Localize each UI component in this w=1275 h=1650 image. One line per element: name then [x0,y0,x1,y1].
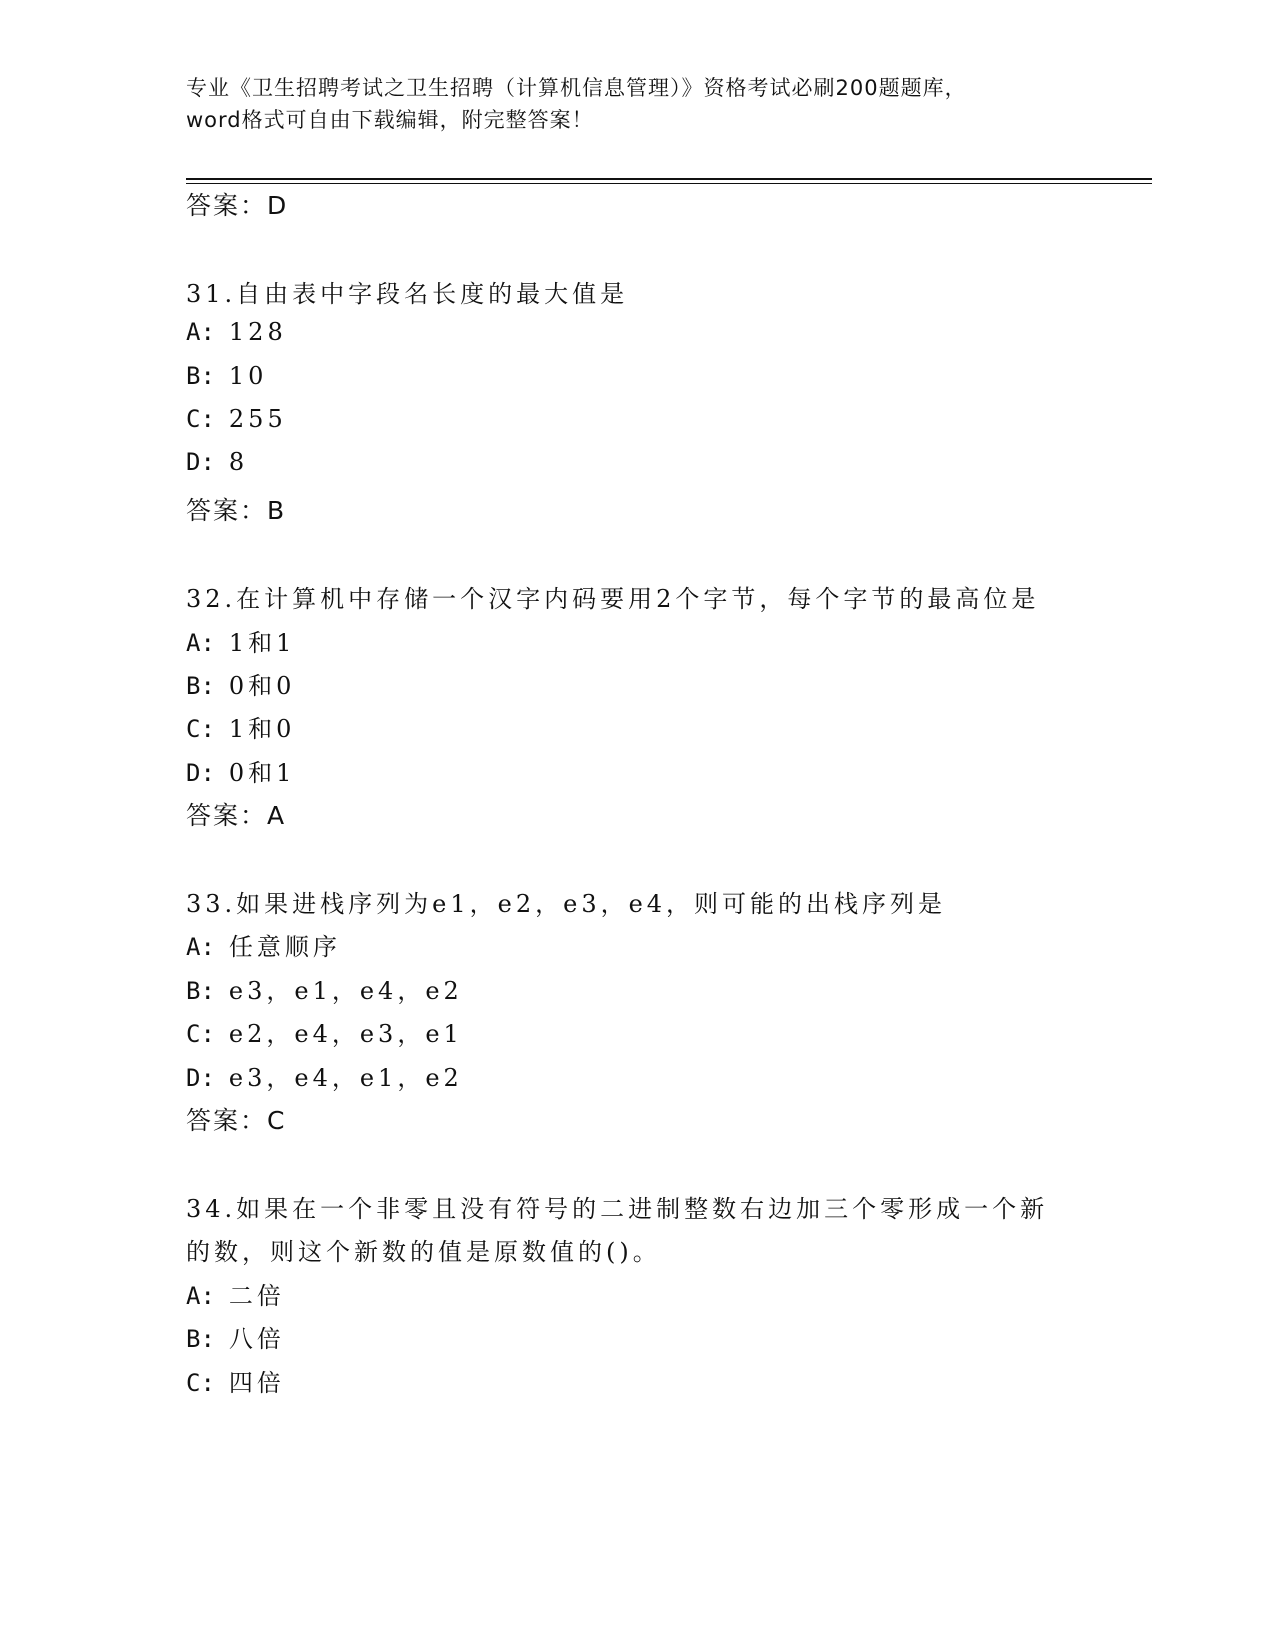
header-line-1: 专业《卫生招聘考试之卫生招聘（计算机信息管理）》资格考试必刷200题题库， [186,76,967,100]
answer-q32: 答案：A [186,801,287,830]
option-text: 任意顺序 [228,933,341,961]
question-32-option-a [186,623,295,658]
option-text: 二倍 [228,1282,285,1310]
question-31-option-c [186,405,287,433]
option-label: B: [186,672,215,700]
question-32-option-d [186,753,295,788]
option-text: e3，e4，e1，e2 [228,1064,463,1092]
question-31-option-b [186,362,267,390]
question-32-text: 32.在计算机中存储一个汉字内码要用2个字节，每个字节的最高位是 [186,585,1040,613]
option-label: B: [186,977,215,1005]
answer-q31: 答案：B [186,496,287,525]
question-34-option-b [186,1319,285,1354]
question-32-option-b [186,666,295,701]
option-text: 128 [228,318,287,346]
option-label: B: [186,362,215,390]
option-label: C: [186,1020,215,1048]
question-34-option-a [186,1276,285,1311]
option-label: D: [186,1064,215,1092]
question-31-option-d [186,448,248,476]
option-text: 四倍 [228,1369,285,1397]
question-32-option-c [186,709,295,744]
question-33-option-a [186,927,341,962]
document-header [186,72,1086,136]
option-text: 0和0 [228,672,296,700]
question-31-option-a [186,318,287,346]
answer-q30: 答案：D [186,191,289,220]
question-33-option-c [186,1014,463,1049]
header-rule-thin [186,183,1152,184]
option-text: e2，e4，e3，e1 [228,1020,463,1048]
answer-q33: 答案：C [186,1106,287,1135]
option-label: C: [186,405,215,433]
option-label: A: [186,1282,215,1310]
option-text: 255 [228,405,287,433]
option-text: 8 [228,448,249,476]
option-label: C: [186,1369,215,1397]
header-line-2: word格式可自由下载编辑，附完整答案！ [186,108,594,132]
option-text: e3，e1，e4，e2 [228,977,463,1005]
option-label: B: [186,1325,215,1353]
question-31-text: 31.自由表中字段名长度的最大值是 [186,280,629,308]
option-label: A: [186,318,215,346]
option-text: 1和0 [228,715,296,743]
question-33-option-d [186,1058,463,1093]
option-label: A: [186,933,215,961]
option-label: A: [186,629,215,657]
option-label: C: [186,715,215,743]
option-text: 10 [228,362,268,390]
question-33-text: 33.如果进栈序列为e1，e2，e3，e4，则可能的出栈序列是 [186,890,947,918]
option-label: D: [186,448,215,476]
question-34-text-line-1: 34.如果在一个非零且没有符号的二进制整数右边加三个零形成一个新 [186,1195,1049,1223]
option-text: 八倍 [228,1325,285,1353]
option-label: D: [186,759,215,787]
question-34-option-c [186,1363,285,1398]
question-33-option-b [186,971,463,1006]
option-text: 1和1 [228,629,296,657]
header-rule-thick [186,178,1152,180]
option-text: 0和1 [228,759,296,787]
question-34-text-line-2: 的数，则这个新数的值是原数值的()。 [186,1238,661,1266]
